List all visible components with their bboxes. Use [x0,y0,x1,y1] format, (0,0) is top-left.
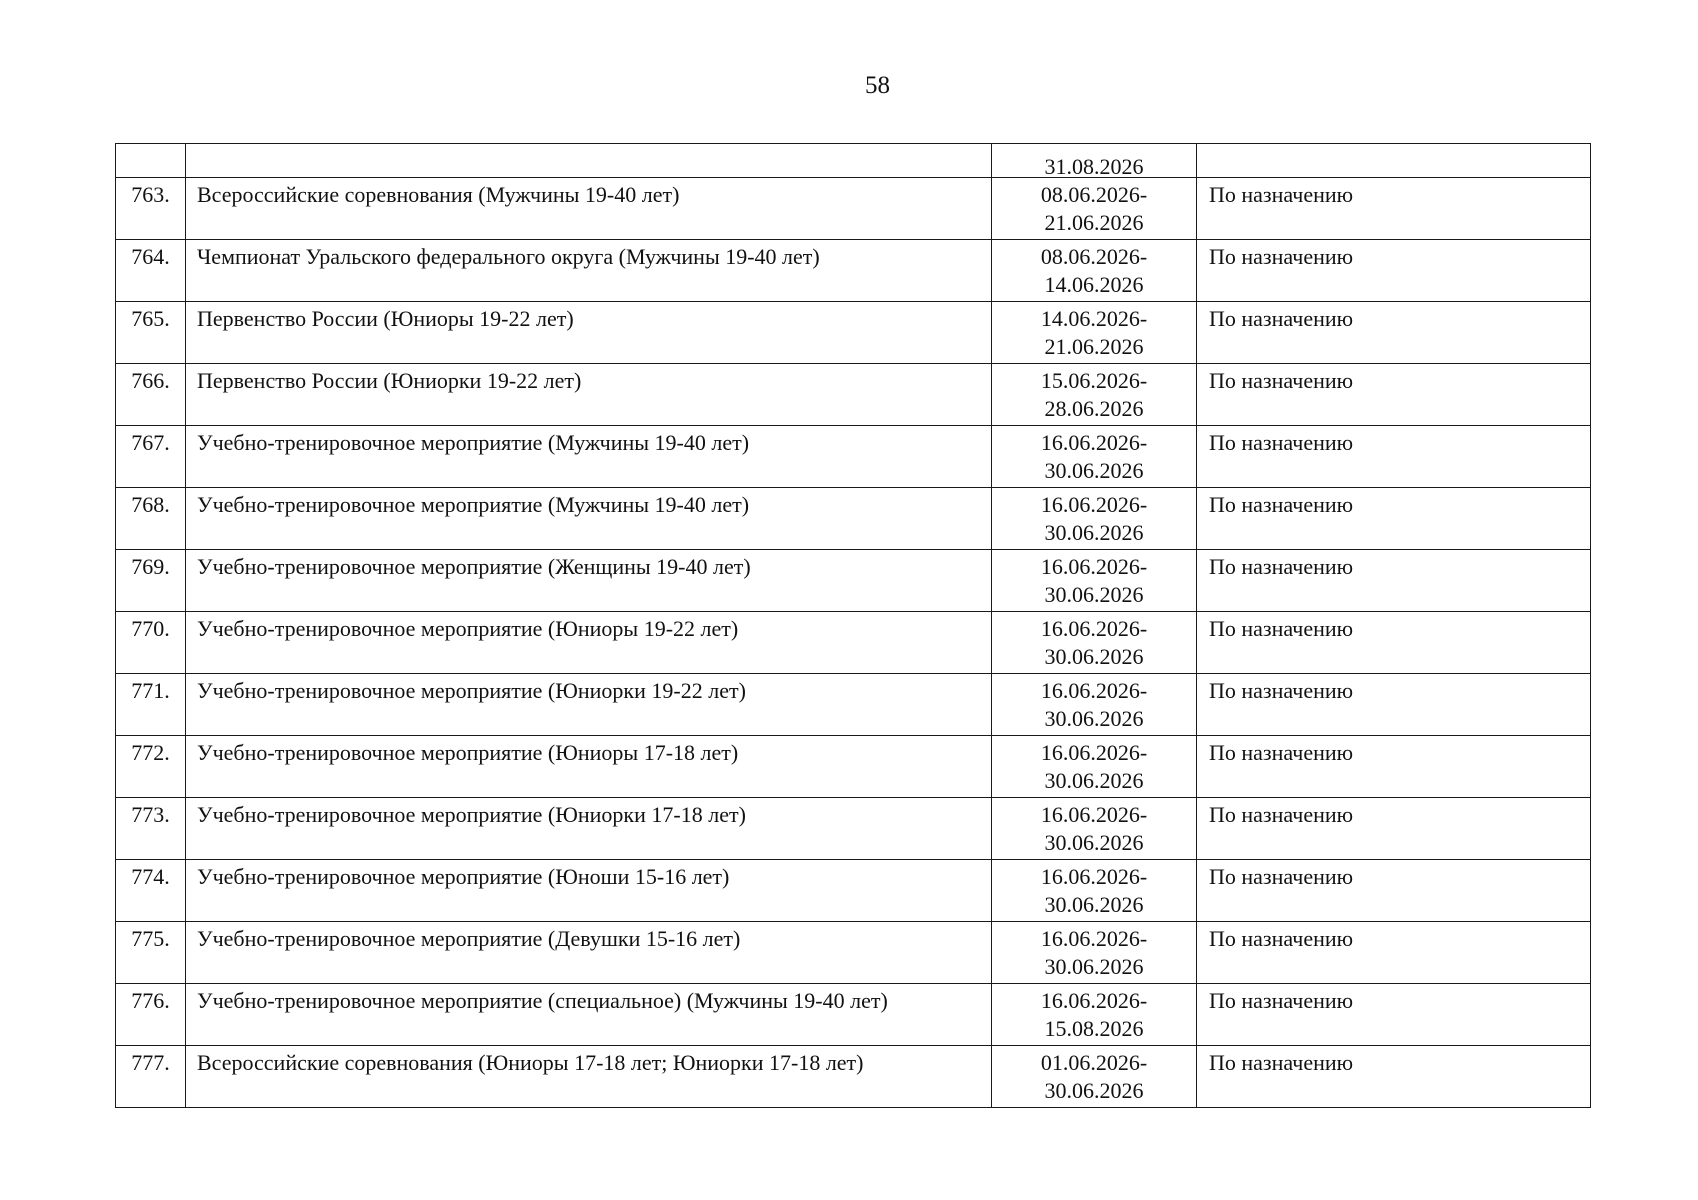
row-number-cell: 766. [116,364,186,426]
row-number-cell: 772. [116,736,186,798]
row-number-cell: 765. [116,302,186,364]
funding-cell: По назначению [1197,426,1591,488]
funding-cell: По назначению [1197,178,1591,240]
event-name-cell: Первенство России (Юниоры 19-22 лет) [186,302,992,364]
funding-cell: По назначению [1197,922,1591,984]
funding-cell: По назначению [1197,860,1591,922]
date-range-cell [992,860,1197,922]
table-row [116,178,1591,240]
funding-cell [1197,144,1591,178]
page-number: 58 [865,72,890,99]
date-end: 15.08.2026 [1044,1015,1144,1041]
date-start: 16.06.2026- [1040,740,1148,765]
event-name-cell: Учебно-тренировочное мероприятие (Мужчины 19-40 лет) [186,488,992,550]
row-number-cell: 767. [116,426,186,488]
date-range-cell [992,178,1197,240]
date-range-cell [992,674,1197,736]
funding-cell: По назначению [1197,364,1591,426]
events-table [115,143,1591,1108]
row-number-cell: 774. [116,860,186,922]
table-row [116,488,1591,550]
funding-cell: По назначению [1197,612,1591,674]
table-row [116,612,1591,674]
table-row [116,984,1591,1046]
event-name-cell: Всероссийские соревнования (Мужчины 19-40 лет) [186,178,992,240]
event-name-cell: Первенство России (Юниорки 19-22 лет) [186,364,992,426]
table-row [116,736,1591,798]
funding-cell: По назначению [1197,550,1591,612]
date-range-cell [992,240,1197,302]
date-end: 30.06.2026 [1044,457,1144,483]
date-end: 21.06.2026 [1044,333,1144,359]
date-end: 30.06.2026 [1044,953,1144,979]
table-row [116,426,1591,488]
table-row [116,364,1591,426]
event-name-cell: Всероссийские соревнования (Юниоры 17-18 лет; Юниорки 17-18 лет) [186,1046,992,1108]
row-number-cell: 773. [116,798,186,860]
event-name-cell: Учебно-тренировочное мероприятие (Юниоры 19-22 лет) [186,612,992,674]
date-range-cell [992,364,1197,426]
event-name-cell: Учебно-тренировочное мероприятие (Юноши 15-16 лет) [186,860,992,922]
continuation-row [116,144,1591,178]
date-start: 16.06.2026- [1040,616,1148,641]
event-name-cell: Учебно-тренировочное мероприятие (Юниорки 19-22 лет) [186,674,992,736]
row-number-cell: 764. [116,240,186,302]
table-row [116,302,1591,364]
event-name-cell: Учебно-тренировочное мероприятие (Юниорки 17-18 лет) [186,798,992,860]
date-range-cell [992,798,1197,860]
row-number-cell: 776. [116,984,186,1046]
row-number-cell [116,144,186,178]
date-range-cell [992,984,1197,1046]
date-start: 16.06.2026- [1040,554,1148,579]
date-end: 30.06.2026 [1044,643,1144,669]
event-name-cell: Учебно-тренировочное мероприятие (специальное) (Мужчины 19-40 лет) [186,984,992,1046]
funding-cell: По назначению [1197,674,1591,736]
date-start: 15.06.2026- [1040,368,1148,393]
events-table-body [116,144,1591,1108]
table-row [116,798,1591,860]
date-range-cell [992,612,1197,674]
table-row [116,860,1591,922]
table-row [116,674,1591,736]
date-range-cell [992,1046,1197,1108]
date-start: 08.06.2026- [1040,244,1148,269]
funding-cell: По назначению [1197,984,1591,1046]
date-range-cell [992,488,1197,550]
date-range-cell [992,550,1197,612]
event-name-cell: Учебно-тренировочное мероприятие (Женщины 19-40 лет) [186,550,992,612]
date-start: 16.06.2026- [1040,430,1148,455]
date-start: 16.06.2026- [1040,864,1148,889]
date-start: 16.06.2026- [1040,678,1148,703]
date-start: 01.06.2026- [1040,1050,1148,1075]
row-number-cell: 763. [116,178,186,240]
funding-cell: По назначению [1197,302,1591,364]
date-range-cell [992,302,1197,364]
date-end: 30.06.2026 [1044,829,1144,855]
event-name-cell: Учебно-тренировочное мероприятие (Девушки 15-16 лет) [186,922,992,984]
date-end-cell: 31.08.2026 [992,144,1197,178]
date-end: 30.06.2026 [1044,767,1144,793]
date-end: 30.06.2026 [1044,581,1144,607]
event-name-cell: Учебно-тренировочное мероприятие (Юниоры 17-18 лет) [186,736,992,798]
row-number-cell: 771. [116,674,186,736]
row-number-cell: 769. [116,550,186,612]
date-start: 16.06.2026- [1040,926,1148,951]
event-name-cell [186,144,992,178]
date-range-cell [992,426,1197,488]
event-name-cell: Учебно-тренировочное мероприятие (Мужчины 19-40 лет) [186,426,992,488]
funding-cell: По назначению [1197,488,1591,550]
funding-cell: По назначению [1197,736,1591,798]
date-start: 16.06.2026- [1040,802,1148,827]
date-end: 30.06.2026 [1044,1077,1144,1103]
date-start: 16.06.2026- [1040,988,1148,1013]
date-range-cell [992,736,1197,798]
date-end: 30.06.2026 [1044,519,1144,545]
date-end: 28.06.2026 [1044,395,1144,421]
row-number-cell: 775. [116,922,186,984]
funding-cell: По назначению [1197,240,1591,302]
date-end: 21.06.2026 [1044,209,1144,235]
date-start: 16.06.2026- [1040,492,1148,517]
funding-cell: По назначению [1197,798,1591,860]
table-row [116,1046,1591,1108]
date-start: 14.06.2026- [1040,306,1148,331]
date-end: 30.06.2026 [1044,891,1144,917]
row-number-cell: 777. [116,1046,186,1108]
date-start: 08.06.2026- [1040,182,1148,207]
funding-cell: По назначению [1197,1046,1591,1108]
row-number-cell: 768. [116,488,186,550]
row-number-cell: 770. [116,612,186,674]
table-row [116,240,1591,302]
date-range-cell [992,922,1197,984]
table-row [116,550,1591,612]
event-name-cell: Чемпионат Уральского федерального округа (Мужчины 19-40 лет) [186,240,992,302]
table-row [116,922,1591,984]
date-end: 30.06.2026 [1044,705,1144,731]
date-end: 14.06.2026 [1044,271,1144,297]
